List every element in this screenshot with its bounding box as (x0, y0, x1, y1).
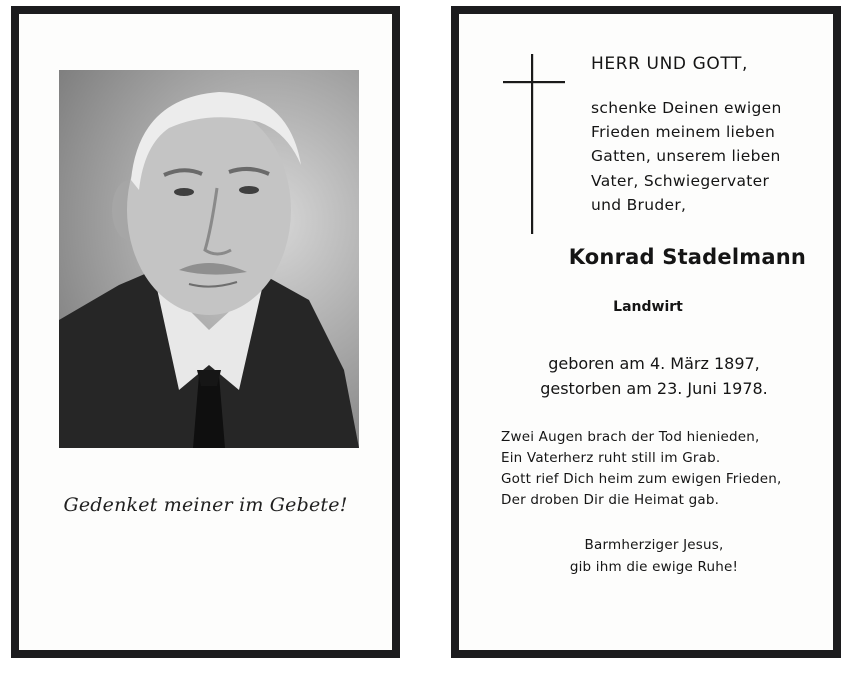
closing-line: gib ihm die ewige Ruhe! (569, 559, 739, 575)
prayer-line: Gatten, unserem lieben (591, 147, 781, 166)
prayer-request-text: Gedenket meiner im Gebete! (63, 494, 348, 516)
deceased-name: Konrad Stadelmann (568, 245, 806, 269)
prayer-line: schenke Deinen ewigen (591, 99, 782, 117)
death-date: gestorben am 23. Juni 1978. (540, 379, 768, 398)
birth-date: geboren am 4. März 1897, (548, 354, 760, 373)
closing-prayer (459, 534, 833, 578)
poem (501, 427, 782, 511)
cross-icon (503, 54, 565, 234)
left-card (11, 6, 400, 658)
heading: HERR UND GOTT, (591, 54, 749, 74)
prayer-text (591, 96, 782, 217)
portrait-photo (59, 70, 359, 448)
poem-line: Der droben Dir die Heimat gab. (501, 492, 720, 508)
prayer-line: und Bruder, (591, 195, 687, 214)
portrait-drawing (59, 70, 359, 448)
poem-line: Gott rief Dich heim zum ewigen Frieden, (501, 471, 782, 487)
occupation: Landwirt (613, 299, 683, 315)
life-dates (459, 351, 833, 401)
right-card (451, 6, 841, 658)
closing-line: Barmherziger Jesus, (584, 537, 724, 553)
poem-line: Zwei Augen brach der Tod hienieden, (501, 429, 760, 445)
poem-line: Ein Vaterherz ruht still im Grab. (501, 450, 721, 466)
prayer-line: Vater, Schwiegervater (591, 171, 770, 190)
prayer-line: Frieden meinem lieben (591, 123, 776, 142)
